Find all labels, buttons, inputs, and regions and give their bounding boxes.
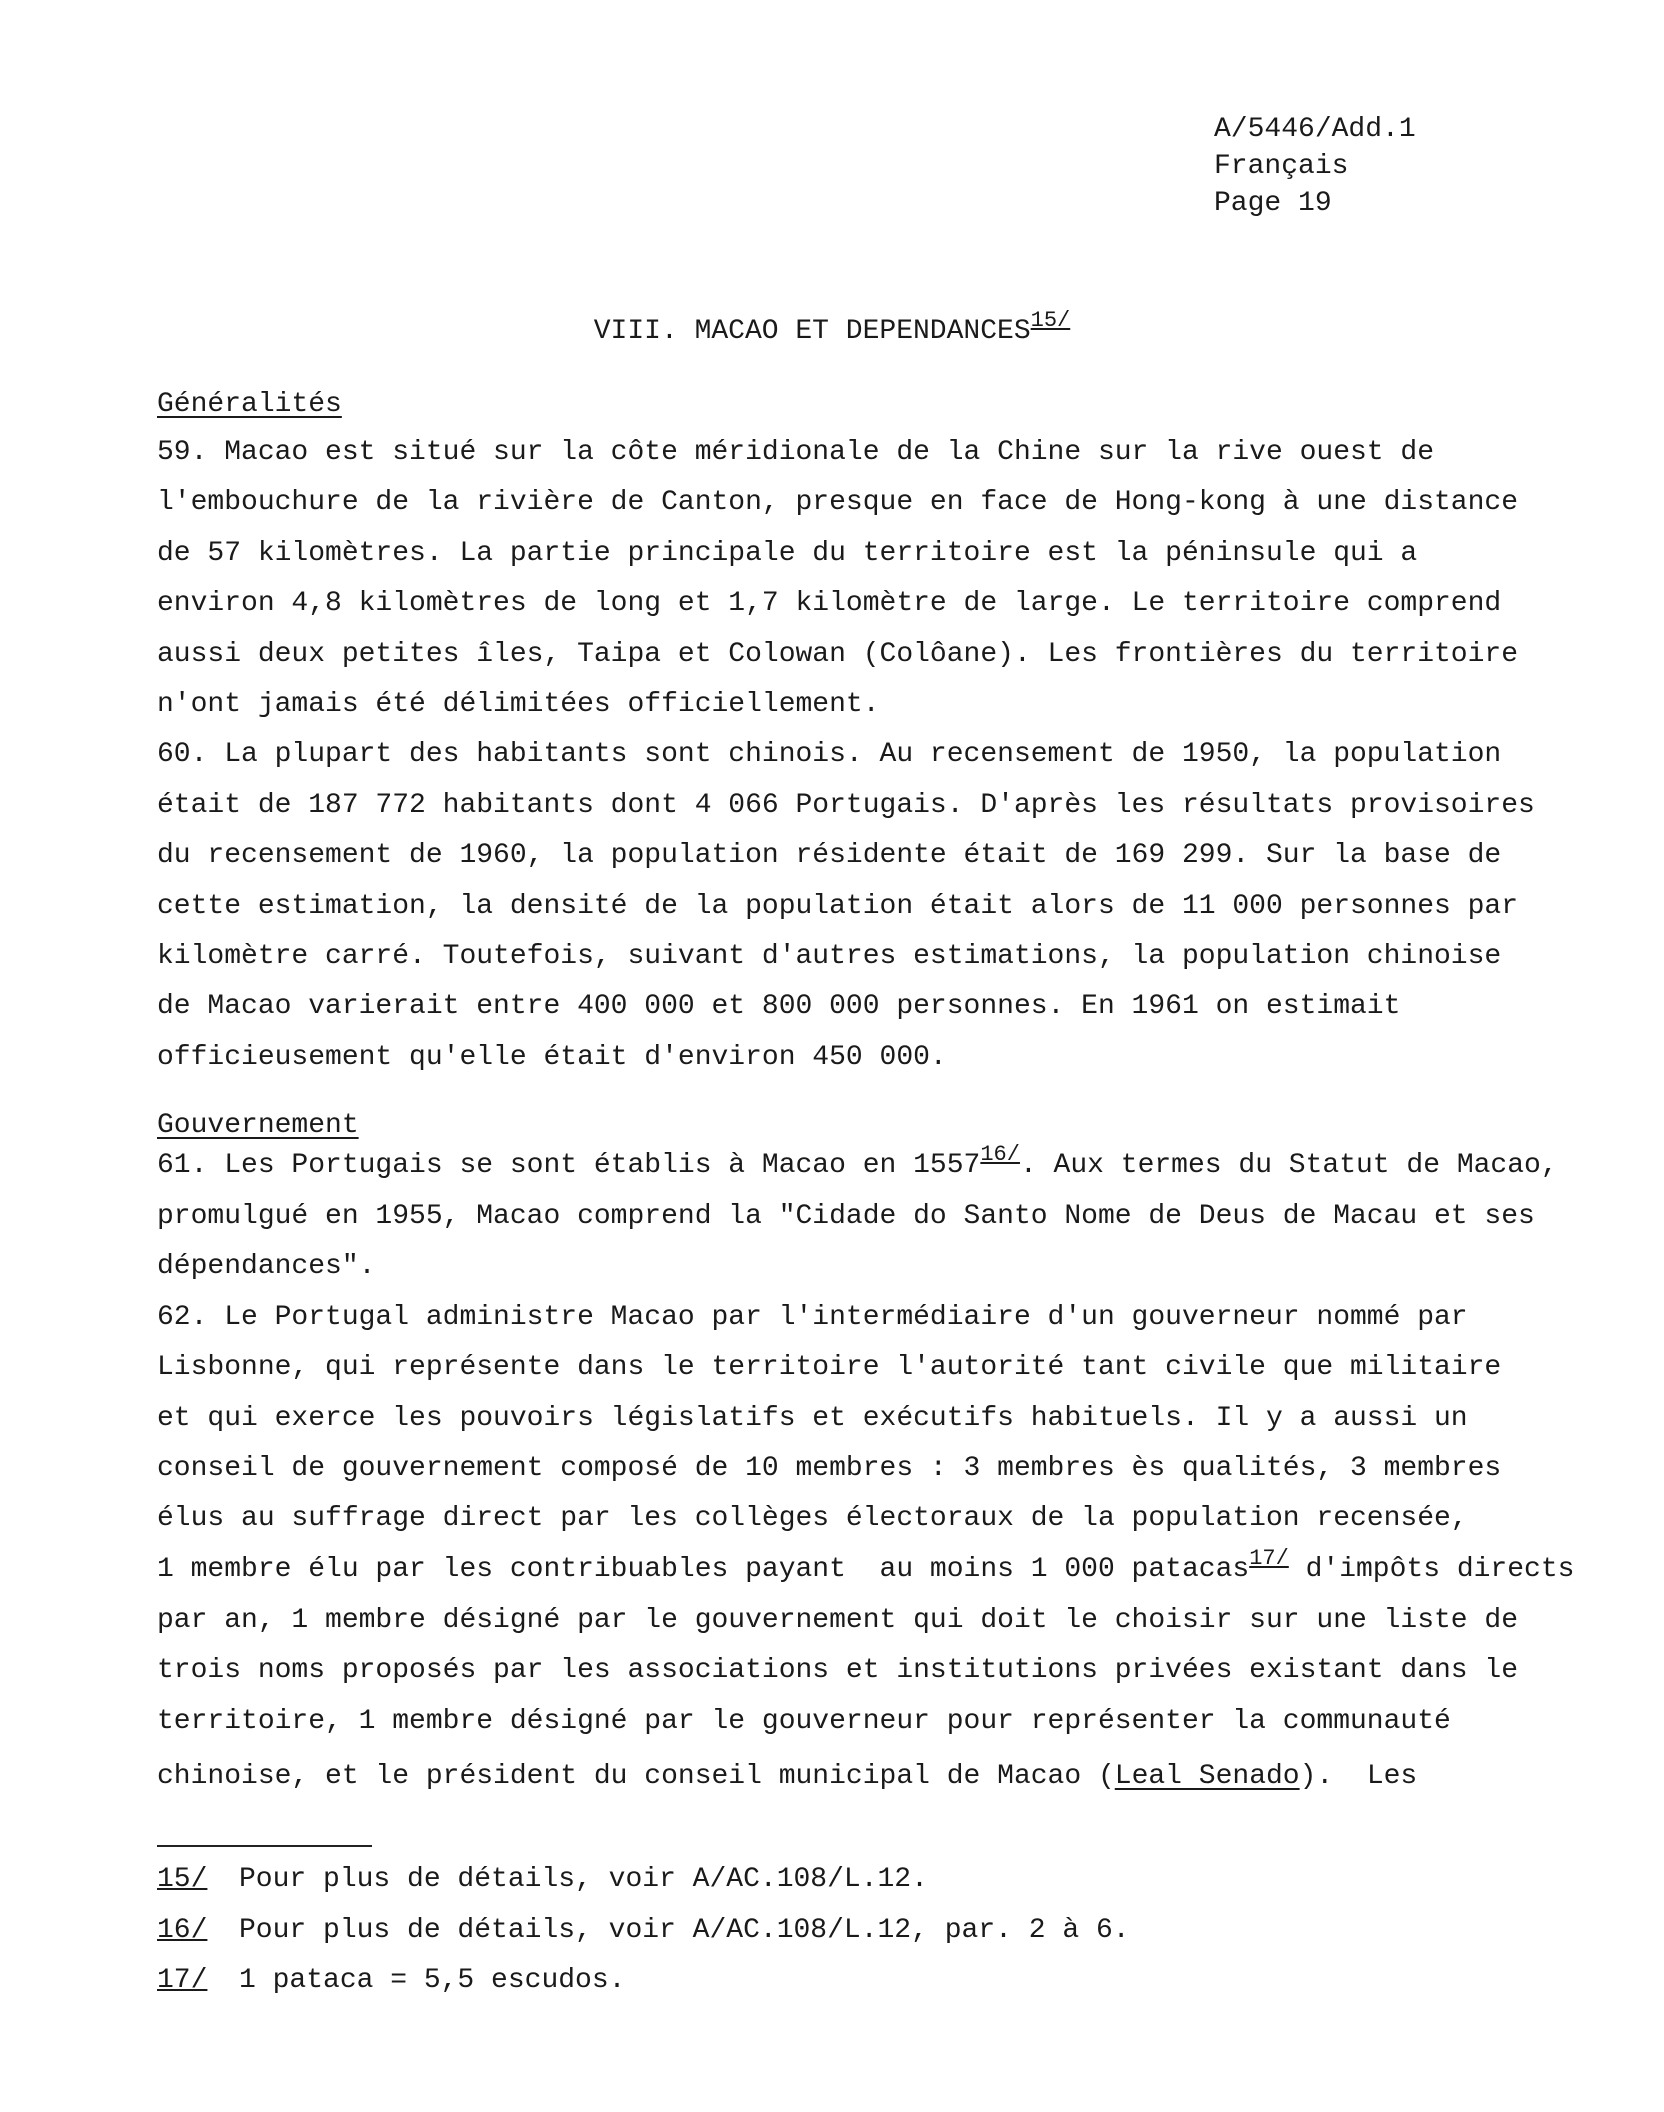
text-line: du recensement de 1960, la population résidente était de 169 299. Sur la base de — [157, 840, 1502, 872]
text-line: 59. Macao est situé sur la côte méridionale de la Chine sur la rive ouest de — [157, 437, 1435, 468]
title-text: VIII. MACAO ET DEPENDANCES — [593, 316, 1031, 347]
text-line: de Macao varierait entre 400 000 et 800 000 personnes. En 1961 on estimait — [157, 991, 1401, 1023]
text: chinoise, et le président du conseil municipal de Macao ( — [157, 1761, 1115, 1792]
text-line: élus au suffrage direct par les collèges électoraux de la population recensée, — [157, 1503, 1468, 1535]
text-line — [157, 1546, 1575, 1586]
text: 1 membre élu par les contribuables payant au moins 1 000 patacas — [157, 1554, 1250, 1585]
footnote-divider — [157, 1845, 372, 1847]
footnote — [157, 1864, 928, 1895]
text: . Aux termes du Statut de Macao, — [1019, 1150, 1558, 1181]
text-line: trois noms proposés par les associations et institutions privées existant dans le — [157, 1655, 1519, 1687]
text-line: conseil de gouvernement composé de 10 membres : 3 membres ès qualités, 3 membres — [157, 1453, 1502, 1484]
document-symbol: A/5446/Add.1 — [1214, 114, 1416, 145]
page-number: Page 19 — [1214, 188, 1332, 219]
text-line: officieusement qu'elle était d'environ 450 000. — [157, 1041, 947, 1073]
text-line: et qui exerce les pouvoirs législatifs et exécutifs habituels. Il y a aussi un — [157, 1402, 1468, 1434]
heading-generalites: Généralités — [157, 389, 342, 420]
heading-gouvernement: Gouvernement — [157, 1110, 359, 1141]
text-line: territoire, 1 membre désigné par le gouverneur pour représenter la communauté — [157, 1705, 1451, 1737]
footnote — [157, 1915, 1130, 1946]
text-line — [157, 1761, 1417, 1793]
footnote-text: Pour plus de détails, voir A/AC.108/L.12, par. 2 à 6. — [239, 1915, 1130, 1946]
text-line: Lisbonne, qui représente dans le territoire l'autorité tant civile que militaire — [157, 1352, 1502, 1384]
text-line: kilomètre carré. Toutefois, suivant d'autres estimations, la population chinoise — [157, 941, 1502, 972]
text-line: dépendances". — [157, 1251, 376, 1283]
text-line: l'embouchure de la rivière de Canton, presque en face de Hong-kong à une distance — [157, 487, 1519, 519]
text-line: était de 187 772 habitants dont 4 066 Portugais. D'après les résultats provisoires — [157, 789, 1535, 821]
text: ). Les — [1299, 1761, 1418, 1792]
text-line: n'ont jamais été délimitées officiellement. — [157, 689, 880, 720]
footnote-ref[interactable]: 15/ — [1030, 308, 1071, 333]
footnote — [157, 1965, 625, 1996]
footnote-text: Pour plus de détails, voir A/AC.108/L.12. — [239, 1864, 928, 1895]
text-line: 62. Le Portugal administre Macao par l'intermédiaire d'un gouverneur nommé par — [157, 1301, 1468, 1333]
section-title — [0, 308, 1664, 347]
text-line: promulgué en 1955, Macao comprend la "Cidade do Santo Nome de Deus de Macau et ses — [157, 1201, 1535, 1232]
text-line: par an, 1 membre désigné par le gouvernement qui doit le choisir sur une liste de — [157, 1605, 1519, 1636]
text: 61. Les Portugais se sont établis à Macao en 1557 — [157, 1150, 981, 1181]
text-line: cette estimation, la densité de la population était alors de 11 000 personnes par — [157, 890, 1519, 922]
footnote-ref[interactable]: 16/ — [980, 1142, 1020, 1167]
paragraph-61-line — [157, 1142, 1558, 1182]
footnote-number: 15/ — [157, 1864, 208, 1895]
text-line: aussi deux petites îles, Taipa et Colowan (Colôane). Les frontières du territoire — [157, 638, 1519, 670]
footnote-number: 17/ — [157, 1965, 208, 1996]
text-line: de 57 kilomètres. La partie principale du territoire est la péninsule qui a — [157, 537, 1418, 569]
footnote-ref[interactable]: 17/ — [1249, 1546, 1289, 1571]
document-language: Français — [1214, 151, 1349, 182]
text-line: 60. La plupart des habitants sont chinois. Au recensement de 1950, la population — [157, 739, 1502, 771]
text: Leal Senado — [1114, 1761, 1300, 1792]
footnote-text: 1 pataca = 5,5 escudos. — [239, 1965, 626, 1996]
footnote-number: 16/ — [157, 1915, 208, 1946]
text-line: environ 4,8 kilomètres de long et 1,7 kilomètre de large. Le territoire comprend — [157, 588, 1502, 620]
text: d'impôts directs — [1288, 1554, 1575, 1585]
